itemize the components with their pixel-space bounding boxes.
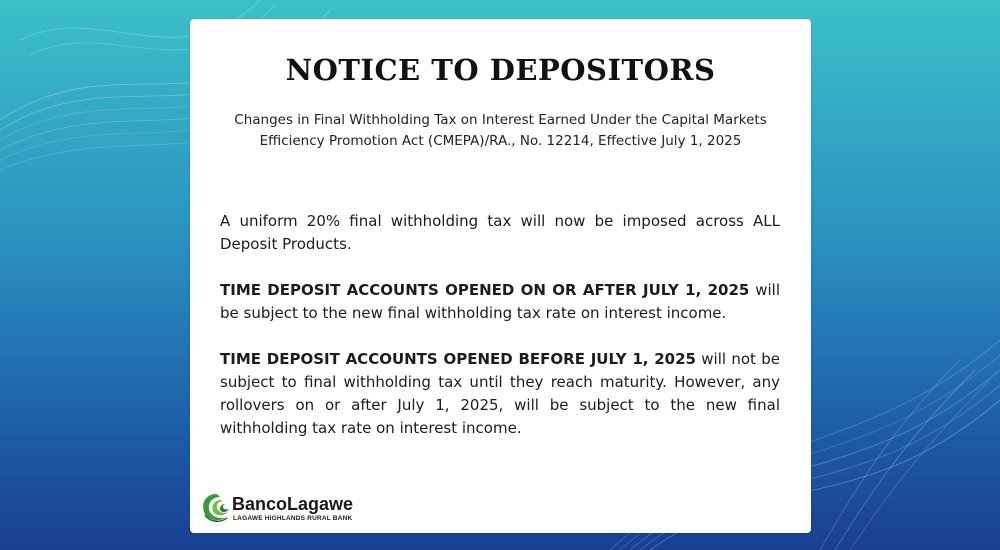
bank-logo xyxy=(199,491,399,527)
notice-card xyxy=(190,19,811,533)
paragraph-new-accounts-heading: TIME DEPOSIT ACCOUNTS OPENED ON OR AFTER JULY 1, 2025 xyxy=(220,281,750,299)
paragraph-new-accounts-text: will be subject to the new final withholding tax rate on interest income. xyxy=(220,281,780,322)
bank-tagline: LAGAWE HIGHLANDS RURAL BANK xyxy=(233,515,353,522)
green-swirl-logo-icon xyxy=(199,491,233,525)
paragraph-existing-accounts xyxy=(220,348,780,440)
paragraph-new-accounts xyxy=(220,279,780,325)
notice-subtitle: Changes in Final Withholding Tax on Interest Earned Under the Capital Markets Efficiency Promotion Act (CMEPA)/RA., No. 12214, Effective July 1, 2025 xyxy=(234,112,767,149)
paragraph-existing-accounts-heading: TIME DEPOSIT ACCOUNTS OPENED BEFORE JULY 1, 2025 xyxy=(220,350,696,368)
bank-name: BancoLagawe xyxy=(232,494,354,514)
paragraph-uniform-tax: A uniform 20% final withholding tax will now be imposed across ALL Deposit Products. xyxy=(220,212,780,253)
paragraph-existing-accounts-text: will not be subject to final withholding tax until they reach maturity. However, any rollovers on or after July 1, 2025, will be subject to the new final withholding tax rate on interest income. xyxy=(220,350,780,437)
notice-title: NOTICE TO DEPOSITORS xyxy=(285,53,716,87)
